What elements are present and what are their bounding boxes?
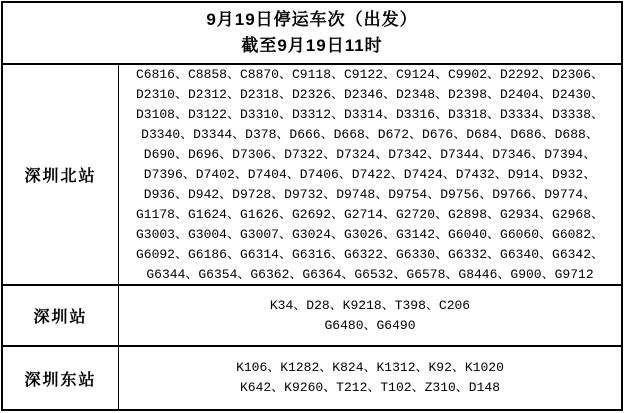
trains-cell-shenzhen-north [119,65,621,286]
trains-cell-shenzhen [119,286,621,347]
trains-cell-shenzhen-east [119,347,621,409]
station-cell-shenzhen-east: 深圳东站 [3,347,119,409]
train-list-line: G3003、G3004、G3007、G3024、G3026、G3142、G6040、G6060、G6082、 [135,226,605,242]
train-list-line: D690、D696、D7306、D7322、D7324、D7342、D7344、D7346、D7394、 [143,146,597,162]
train-list-line: D3340、D3344、D378、D666、D668、D672、D676、D684、D686、D688、 [141,126,599,142]
train-list-line: D936、D942、D9728、D9732、D9748、D9754、D9756、D9766、D9774、 [143,186,597,202]
table-header [3,3,621,65]
train-list-line: D3108、D3122、D3310、D3312、D3314、D3316、D3318、D3334、D3338、 [135,106,605,122]
train-list-line: D2310、D2312、D2318、D2326、D2346、D2348、D2398、D2404、D2430、 [135,86,605,102]
table-title-line1: 9月19日停运车次（出发） [206,10,418,29]
suspended-trains-table [1,1,623,411]
train-list-line: K106、K1282、K824、K1312、K92、K1020 [236,360,504,375]
station-cell-shenzhen: 深圳站 [3,286,119,347]
train-list-line: K642、K9260、T212、T102、Z310、D148 [239,380,501,395]
train-list-line: G1178、G1624、G1626、G2692、G2714、G2720、G2898、G2934、G2968、 [135,206,605,222]
table-title-line2: 截至9月19日11时 [241,36,383,55]
station-cell-shenzhen-north: 深圳北站 [3,65,119,286]
train-list-line: G6344、G6354、G6362、G6364、G6532、G6578、G8446、G900、G9712 [146,266,594,282]
train-list-line: C6816、C8858、C8870、C9118、C9122、C9124、C9902、D2292、D2306、 [135,66,605,82]
train-list-line: G6092、G6186、G6314、G6316、G6322、G6330、G6332、G6340、G6342、 [135,246,605,262]
train-list-line: D7396、D7402、D7404、D7406、D7422、D7424、D7432、D914、D932、 [143,166,597,182]
train-list-line: G6480、G6490 [324,317,416,333]
train-list-line: K34、D28、K9218、T398、C206 [269,297,471,313]
